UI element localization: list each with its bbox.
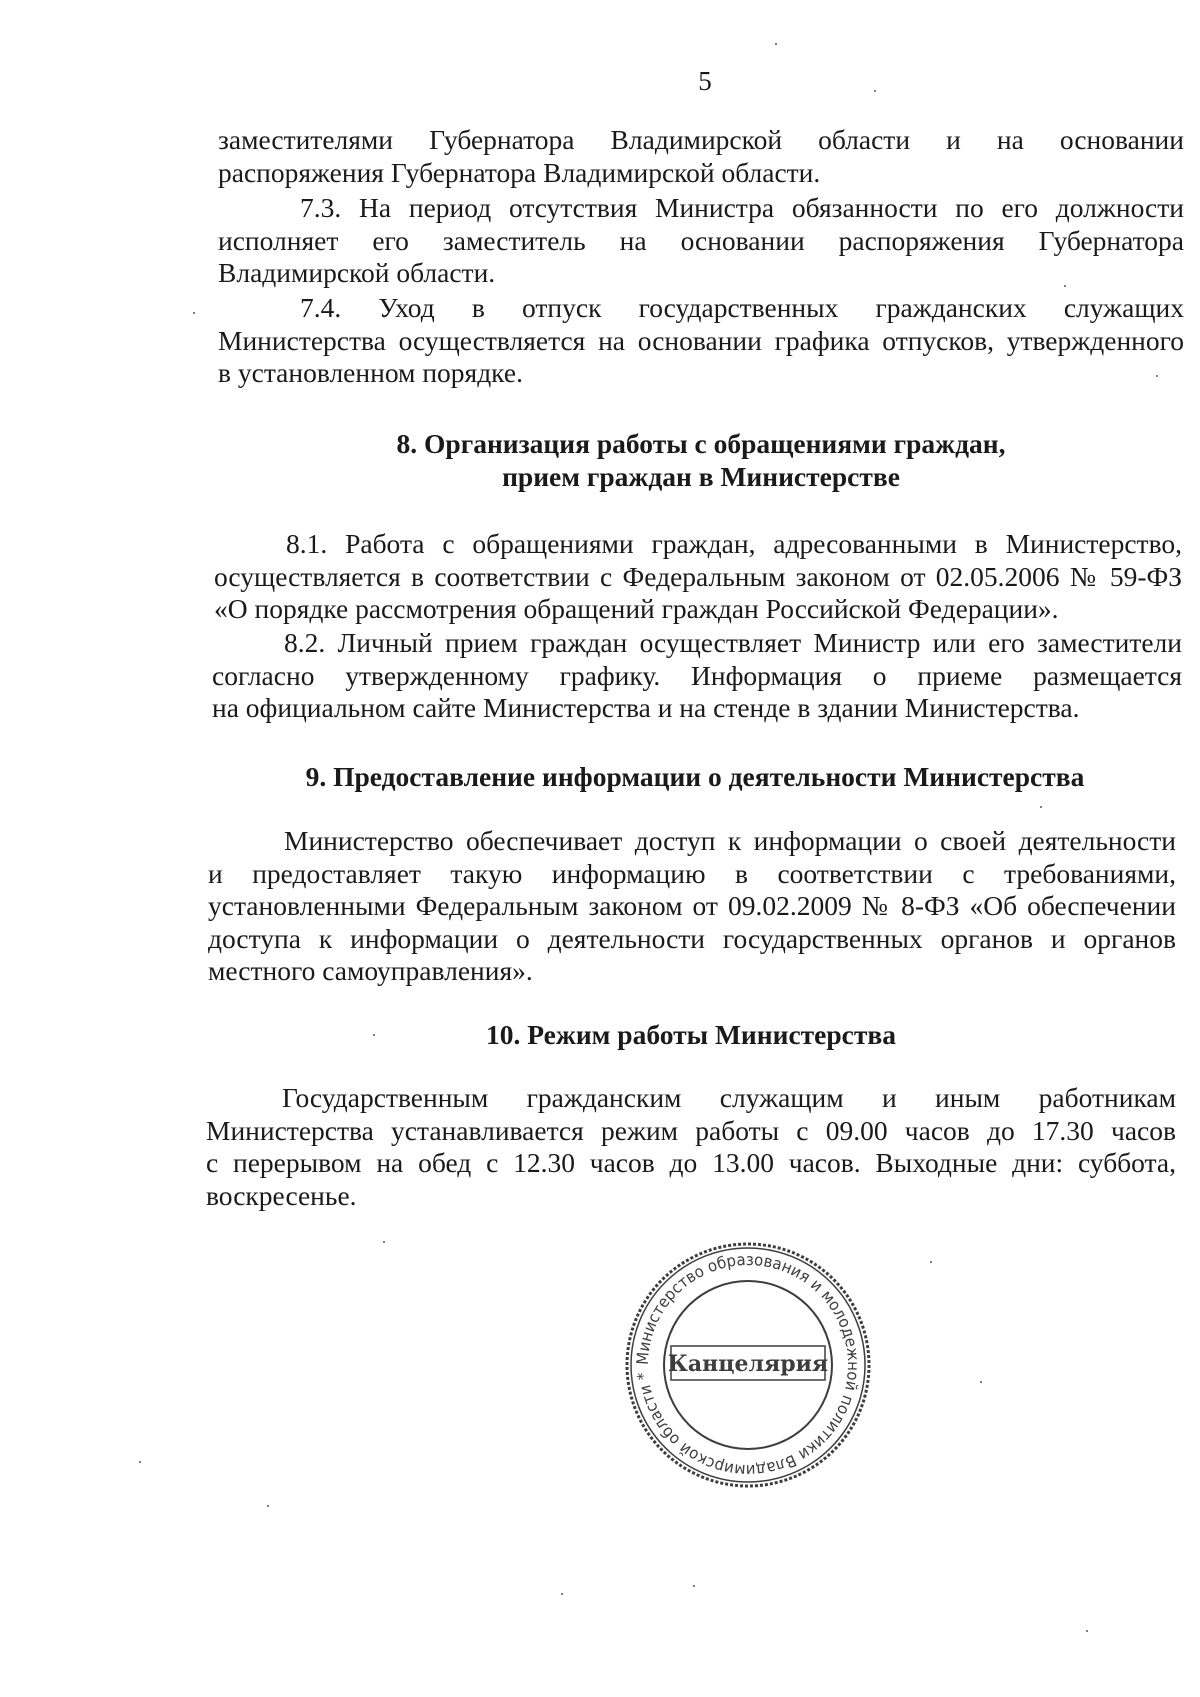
scan-speck <box>1064 285 1066 287</box>
text-line: и предоставляет такую информацию в соответствии с требованиями, <box>208 857 1176 889</box>
heading-line: 8. Организация работы с обращениями граждан, <box>396 428 1006 459</box>
scan-speck <box>561 1593 563 1595</box>
office-stamp <box>623 1240 873 1490</box>
heading-line: прием граждан в Министерстве <box>502 460 900 492</box>
text-line: воскресенье. <box>206 1179 357 1211</box>
text-line: 8.2. Личный прием граждан осуществляет Министр или его заместители <box>284 627 1182 658</box>
text-line: доступа к информации о деятельности государственных органов и органов <box>208 922 1176 954</box>
text-line: местного самоуправления». <box>208 955 533 986</box>
scan-speck <box>1040 806 1042 808</box>
scan-speck <box>139 1461 141 1463</box>
scan-speck <box>930 1261 932 1263</box>
heading-line: 9. Предоставление информации о деятельности Министерства <box>305 761 1085 792</box>
text-line: установленными Федеральным законом от 09.02.2009 № 8-ФЗ «Об обеспечении <box>208 890 1176 921</box>
text-line: Министерства осуществляется на основании графика отпусков, утвержденного <box>218 324 1184 356</box>
text-line: согласно утвержденному графику. Информация о приеме размещается <box>212 659 1182 691</box>
text-line: на официальном сайте Министерства и на стенде в здании Министерства. <box>212 692 1080 723</box>
section-9-heading <box>212 761 1178 794</box>
section-8-heading <box>218 428 1184 493</box>
section-10-heading <box>208 1019 1174 1052</box>
text-line: с перерывом на обед с 12.30 часов до 13.00 часов. Выходные дни: суббота, <box>206 1147 1176 1178</box>
paragraph-7-4 <box>218 292 1184 390</box>
paragraph-9 <box>208 825 1176 988</box>
text-line: распоряжения Губернатора Владимирской области. <box>218 156 821 188</box>
text-line: 7.4. Уход в отпуск государственных гражданских служащих <box>300 292 1184 323</box>
stamp-center-text: Канцелярия <box>667 1351 829 1377</box>
scan-speck <box>267 1505 269 1507</box>
stamp-ring-textpath: Министерство образования и молодежной политики Владимирской области * <box>632 1249 864 1481</box>
paragraph-7-2-tail <box>218 124 1184 189</box>
scan-speck <box>373 1034 375 1036</box>
text-line: 7.3. На период отсутствия Министра обязанности по его должности <box>300 192 1184 223</box>
paragraph-8-1 <box>214 528 1182 626</box>
text-line: Государственным гражданским служащим и иным работникам <box>282 1082 1176 1113</box>
text-line: заместителями Губернатора Владимирской области и на основании <box>218 124 1184 155</box>
text-line: Министерства устанавливается режим работы с 09.00 часов до 17.30 часов <box>206 1114 1176 1146</box>
scan-speck <box>980 1381 982 1383</box>
scan-speck <box>1086 1630 1088 1632</box>
scan-speck <box>874 90 876 92</box>
text-line: «О порядке рассмотрения обращений граждан Российской Федерации». <box>214 593 1059 624</box>
heading-line: 10. Режим работы Министерства <box>486 1019 896 1050</box>
scan-speck <box>1156 375 1158 377</box>
paragraph-8-2 <box>212 627 1182 725</box>
page-number: 5 <box>698 66 712 96</box>
text-line: исполняет его заместитель на основании распоряжения Губернатора <box>218 224 1184 256</box>
text-line: 8.1. Работа с обращениями граждан, адресованными в Министерство, <box>286 528 1182 559</box>
text-line: в установленном порядке. <box>218 357 523 388</box>
scan-speck <box>193 312 195 314</box>
text-line: Владимирской области. <box>218 257 496 288</box>
paragraph-7-3 <box>218 192 1184 290</box>
text-line: осуществляется в соответствии с Федеральным законом от 02.05.2006 № 59-ФЗ <box>214 560 1182 592</box>
text-line: Министерство обеспечивает доступ к информации о своей деятельности <box>284 825 1176 856</box>
scan-speck <box>383 1241 385 1243</box>
scan-speck <box>775 43 777 45</box>
scan-speck <box>693 1585 695 1587</box>
paragraph-10 <box>206 1082 1176 1212</box>
